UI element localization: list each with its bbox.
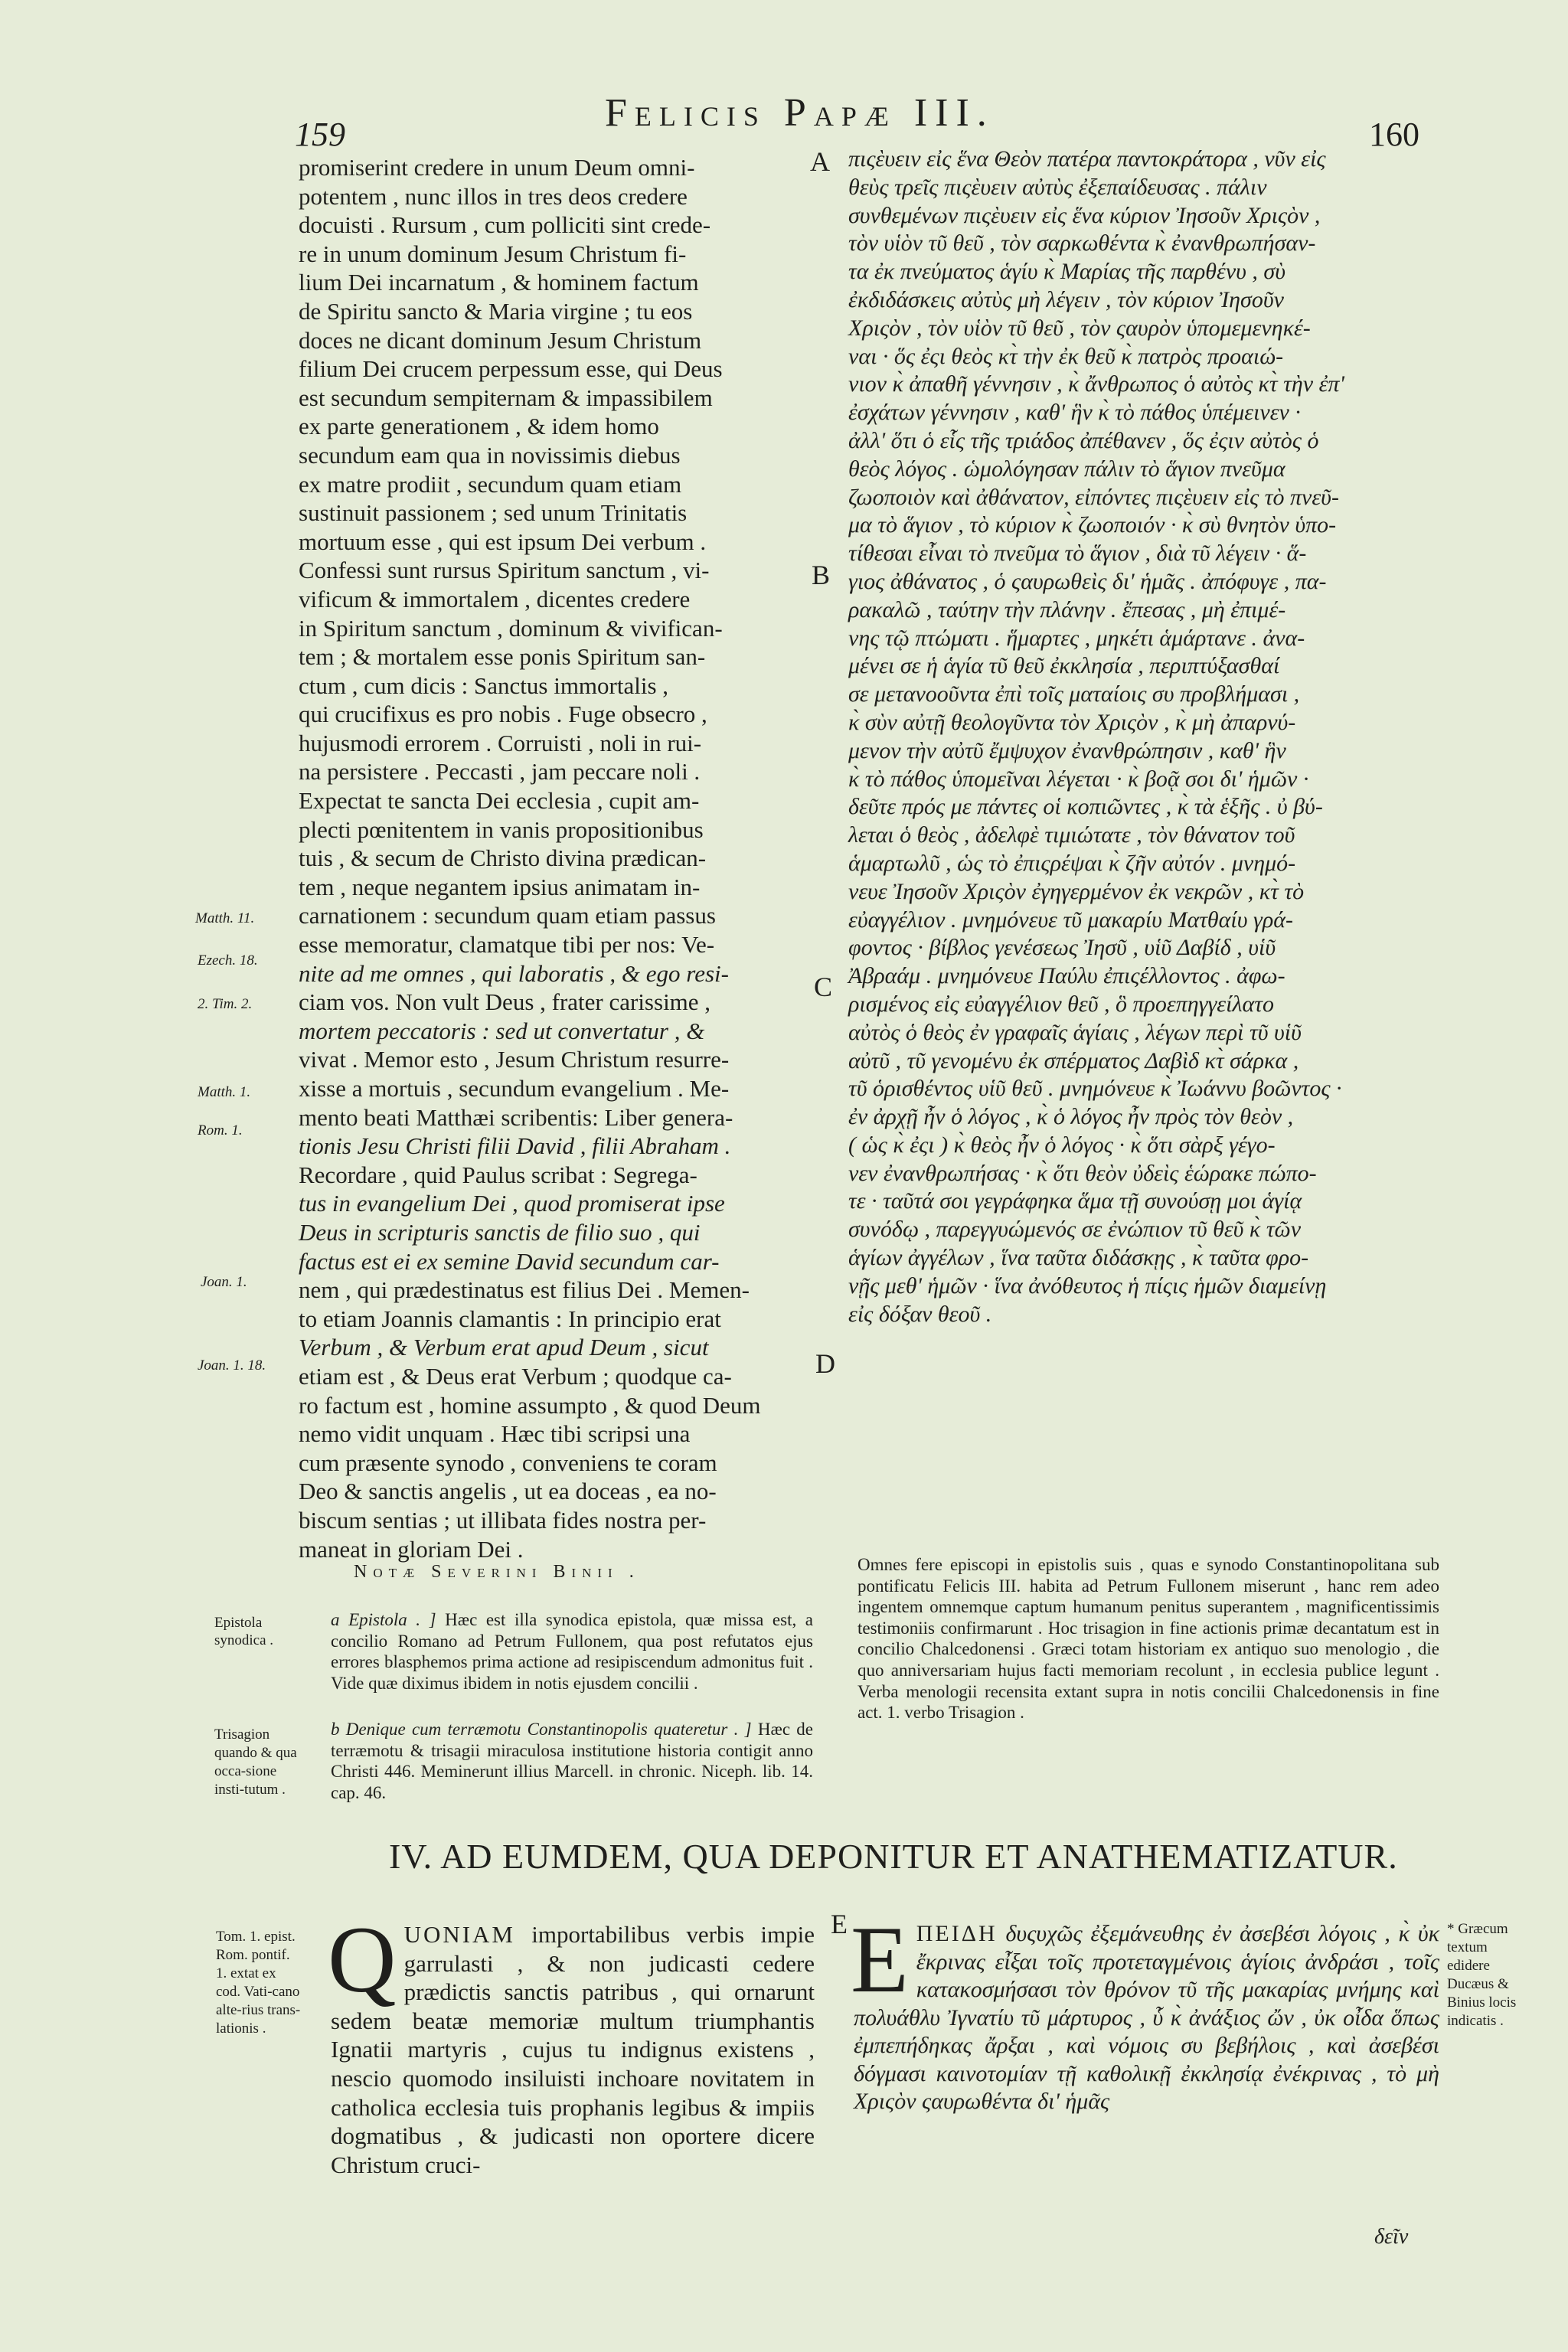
text-line: de Spiritu sancto & Maria virgine ; tu eos: [299, 297, 693, 325]
text-line: νευε Ἰησοῦν Χριςὸν ἐγηγερμένον ἐκ νεκρῶν , κτ̀ τὸ: [848, 878, 1305, 904]
text-line: Recordare , quid Paulus scribat : Segrega-: [299, 1161, 697, 1188]
text-line: Verbum , & Verbum erat apud Deum , sicut: [299, 1334, 709, 1361]
text-line: factus est ei ex semine David secundum car-: [299, 1247, 720, 1275]
text-line: nem , qui prædestinatus est filius Dei . Memen-: [299, 1276, 750, 1304]
text-line: esse memoratur, clamatque tibi per nos: Ve-: [299, 931, 715, 959]
text-line: nemo vidit unquam . Hæc tibi scripsi una: [299, 1420, 691, 1448]
text-line: αὐτὸς ὁ θεὸς ἐν γραφαῖς ἁγίαις , λέγων περὶ τῦ υἱῦ: [848, 1019, 1302, 1045]
text-line: tuis , & secum de Christo divina prædican-: [299, 844, 707, 872]
text-line: εὐαγγέλιον . μνημόνευε τῦ μακαρίυ Ματθαίυ γρά-: [848, 906, 1293, 933]
text-line: filium Dei crucem perpessum esse, qui Deus: [299, 355, 723, 383]
text-line: Expectat te sancta Dei ecclesia , cupit am-: [299, 787, 700, 815]
margin-ref-joan-1-18: Joan. 1. 18.: [198, 1357, 266, 1374]
note-a: [331, 1609, 813, 1694]
text-line: ἐκδιδάσκεις αὐτὺς μὴ λέγειν , τὸν κύριον Ἰησοῦν: [848, 286, 1284, 312]
margin-ref-matth-1: Matth. 1.: [198, 1084, 251, 1100]
text-line: tionis Jesu Christi filii David , filii Abraham .: [299, 1132, 731, 1160]
margin-ref-matth-11: Matth. 11.: [195, 910, 255, 926]
text-line: ζωοποιὸν καὶ ἀθάνατον, εἰπόντες πιςὲυειν εἰς τὸ πνεῦ-: [848, 484, 1339, 510]
text-line: Deo & sanctis angelis , ut ea doceas , ea no-: [299, 1478, 717, 1505]
text-line: ρακαλῶ , ταύτην τὴν πλάνην . ἔπεσας , μὴ ἐπιμέ-: [848, 596, 1286, 622]
margin-ref-joan-1: Joan. 1.: [201, 1274, 247, 1290]
text-line: plecti pœnitentem in vanis propositionibus: [299, 815, 704, 843]
drop-cap-latin: Q: [328, 1907, 397, 2012]
text-line: mortuum esse , qui est ipsum Dei verbum .: [299, 528, 707, 555]
margin-ref-2-tim-2: 2. Tim. 2.: [198, 996, 253, 1012]
text-line: lium Dei incarnatum , & hominem factum: [299, 269, 699, 296]
text-line: promiserint credere in unum Deum omni-: [299, 154, 695, 181]
drop-cap-greek: Ε: [851, 1907, 909, 2012]
page-number-right: 160: [1369, 116, 1419, 153]
text-line: secundum eam qua in novissimis diebus: [299, 441, 681, 469]
margin-note-graecum-textum: * Græcum textum edidere Ducæus & Binius locis indicatis .: [1447, 1921, 1517, 2029]
text-line: ( ὡς κ̀ ἐςι ) κ̀ θεὸς ἦν ὁ λόγος · κ̀ ὅτι σὰρξ γέγο-: [848, 1132, 1276, 1158]
text-line: γιος ἀθάνατος , ὁ ςαυρωθεὶς δι' ἡμᾶς . ἀπόφυγε , πα-: [848, 568, 1327, 594]
text-line: tem ; & mortalem esse ponis Spiritum san-: [299, 643, 706, 671]
text-line: qui crucifixus es pro nobis . Fuge obsecro ,: [299, 701, 707, 728]
margin-ref-ezech-18: Ezech. 18.: [198, 952, 258, 969]
text-line: ἀλλ' ὅτι ὁ εἷς τῆς τριάδος ἀπέθανεν , ὅς ἐςιν αὐτὸς ὁ: [848, 427, 1319, 453]
text-line: potentem , nunc illos in tres deos credere: [299, 182, 688, 210]
text-line: mortem peccatoris : sed ut convertatur , &: [299, 1017, 705, 1044]
section-letter-d: D: [815, 1348, 835, 1379]
text-line: ex parte generationem , & idem homo: [299, 413, 659, 440]
text-line: νεν ἐνανθρωπήσας · κ̀ ὅτι θεὸν ὐδεὶς ἑώρακε πώπο-: [848, 1160, 1317, 1186]
text-line: νιον κ̀ ἀπαθῆ γέννησιν , κ̀ ἄνθρωπος ὁ αὐτὸς κτ̀ τὴν ἐπ': [848, 371, 1344, 397]
margin-note-epistola-synodica: Epistola synodica .: [214, 1615, 274, 1648]
text-line: λεται ὁ θεὸς , ἀδελφὲ τιμιώτατε , τὸν θάνατον τοῦ: [848, 822, 1295, 848]
margin-note-trisagion: Trisagion quando & qua occa-sione insti-tutum .: [214, 1726, 297, 1798]
text-line: δεῦτε πρός με πάντες οἱ κοπιῶντες , κ̀ τὰ ἑξῆς . ὐ βύ-: [848, 794, 1323, 820]
text-line: Deus in scripturis sanctis de filio suo , qui: [299, 1218, 701, 1246]
text-line: τίθεσαι εἶναι τὸ πνεῦμα τὸ ἅγιον , διὰ τῦ λέγειν · ἅ-: [848, 541, 1307, 567]
section-letter-e: E: [831, 1909, 848, 1939]
text-line: etiam est , & Deus erat Verbum ; quodque ca-: [299, 1362, 732, 1390]
page-number-left: 159: [295, 116, 345, 153]
text-line: vificum & immortalem , dicentes credere: [299, 585, 691, 612]
text-line: cum præsente synodo , conveniens te coram: [299, 1449, 717, 1476]
text-line: τα ἐκ πνεύματος ἁγίυ κ̀ Μαρίας τῆς παρθένυ , σὺ: [848, 259, 1285, 285]
section-letter-c: C: [814, 972, 833, 1002]
text-line: vivat . Memor esto , Jesum Christum resurre-: [299, 1046, 730, 1073]
text-line: νης τῷ πτώματι . ἥμαρτες , μηκέτι ἁμάρτανε . ἀνα-: [848, 625, 1305, 651]
note-b-lead: b Denique cum terræmotu Constantinopolis quateretur . ]: [331, 1720, 752, 1739]
text-line: μα τὸ ἅγιον , τὸ κύριον κ̀ ζωοποιόν · κ̀ σὺ θνητὸν ὑπο-: [848, 512, 1337, 538]
text-line: Confessi sunt rursus Spiritum sanctum , vi-: [299, 557, 710, 584]
text-line: docuisti . Rursum , cum polliciti sint crede-: [299, 211, 711, 239]
catchword: δεῖν: [1374, 2225, 1409, 2249]
latin-section-text: importabilibus verbis impie garrulasti , & non judicasti cedere prædictis sanctis patribus , qui ornarunt sedem beatæ memoriæ multum triumphantis Ignatii martyris , cujus tu indignus existens , nescio quomodo insiluisti inchoare novitatem in catholica ecclesia tuis prophanis legibus & impiis dogmatibus , & judicasti non oportere dicere Christum cruci-: [331, 1921, 815, 2178]
notes-title: Notæ Severini Binii .: [354, 1562, 640, 1582]
text-line: ro factum est , homine assumpto , & quod Deum: [299, 1391, 761, 1419]
text-line: ἁγίων ἀγγέλων , ἵνα ταῦτα διδάσκῃς , κ̀ ταῦτα φρο-: [848, 1245, 1309, 1271]
text-line: Ἀβραάμ . μνημόνευε Παύλυ ἐπιςέλλοντος . ἀφω-: [848, 963, 1285, 989]
text-line: hujusmodi errorem . Corruisti , noli in rui-: [299, 729, 702, 756]
text-line: mento beati Matthæi scribentis: Liber genera-: [299, 1103, 733, 1131]
text-line: νῇς μεθ' ἡμῶν · ἵνα ἀνόθευτος ἡ πίςις ἡμῶν διαμείνῃ: [848, 1272, 1327, 1298]
text-line: carnationem : secundum quam etiam passus: [299, 902, 716, 929]
text-line: κ̀ τὸ πάθος ὑπομεῖναι λέγεται · κ̀ βοᾷ σοι δι' ἡμῶν ·: [848, 766, 1309, 792]
greek-opening-word: ΠΕΙΔΗ: [916, 1921, 998, 1946]
text-line: τε · ταῦτά σοι γεγράφηκα ἅμα τῇ συνούσῃ μοι ἁγίᾳ: [848, 1188, 1302, 1214]
note-right-column: Omnes fere episcopi in epistolis suis , quas e synodo Constantinopolitana sub pontificatu Felicis III. habita ad Petrum Fullonem miserunt , hanc rem adeo ingentem omnemque captum humanum penitus superantem , magnificentissimis testimoniis confirmarunt . Hoc trisagion in fine actionis primæ decantatum est in concilio Chalcedonensi . Græci totam historiam ex antiquo suo menologio , die quo anniversariam hujus facti memoriam recolunt , in ecclesia publice legunt . Verba menologii recensita extant supra in notis concilii Chalcedonensis in fine act. 1. verbo Trisagion .: [858, 1555, 1439, 1723]
text-line: ex matre prodiit , secundum quam etiam: [299, 470, 682, 498]
text-line: biscum sentias ; ut illibata fides nostra per-: [299, 1506, 707, 1534]
text-line: ἁμαρτωλῦ , ὡς τὸ ἐπιςρέψαι κ̀ ζῆν αὐτόν . μνημό-: [848, 850, 1296, 876]
text-line: αὐτῦ , τῦ γενομένυ ἐκ σπέρματος Δαβὶδ κτ̀ σάρκα ,: [848, 1047, 1299, 1073]
section-letter-b: B: [812, 560, 831, 590]
text-line: κ̀ σὺν αὐτῇ θεολογῦντα τὸν Χριςὸν , κ̀ μὴ ἀπαρνύ-: [848, 709, 1296, 735]
text-line: τὸν υἱὸν τῦ θεῦ , τὸν σαρκωθέντα κ̀ ἐνανθρωπήσαν-: [848, 230, 1316, 256]
section-letter-a: A: [810, 146, 830, 177]
text-line: na persistere . Peccasti , jam peccare noli .: [299, 758, 701, 786]
text-line: ἐν ἀρχῇ ἦν ὁ λόγος , κ̀ ὁ λόγος ἦν πρὸς τὸν θεὸν ,: [848, 1104, 1294, 1130]
text-line: μενον τὴν αὐτῦ ἔμψυχον ἐνανθρώπησιν , καθ' ἣν: [848, 737, 1286, 763]
text-line: Χριςὸν , τὸν υἱὸν τῦ θεῦ , τὸν ςαυρὸν ὑπομεμενηκέ-: [848, 315, 1311, 341]
latin-text-column: [299, 153, 819, 1563]
section-heading: IV. AD EUMDEM, QUA DEPONITUR ET ANATHEMATIZATUR.: [389, 1837, 1398, 1876]
text-line: σε μετανοοῦντα ἐπὶ τοῖς ματαίοις συ προβλήμασι ,: [848, 681, 1300, 707]
text-line: ἐσχάτων γέννησιν , καθ' ἣν κ̀ τὸ πάθος ὑπέμεινεν ·: [848, 400, 1301, 426]
text-line: συνόδῳ , παρεγγυώμενός σε ἐνώπιον τῦ θεῦ κ̀ τῶν: [848, 1217, 1302, 1243]
text-line: maneat in gloriam Dei .: [299, 1535, 524, 1563]
text-line: φοντος · βίβλος γενέσεως Ἰησῦ , υἱῦ Δαβίδ , υἱῦ: [848, 935, 1276, 961]
margin-ref-rom-1: Rom. 1.: [198, 1122, 243, 1138]
text-line: to etiam Joannis clamantis : In principio erat: [299, 1305, 721, 1332]
text-line: ρισμένος εἰς εὐαγγέλιον θεῦ , ὃ προεπηγγείλατο: [848, 991, 1274, 1017]
text-line: xisse a mortuis , secundum evangelium . Me-: [299, 1075, 730, 1102]
latin-section-iv: [328, 1907, 815, 2179]
text-line: ciam vos. Non vult Deus , frater carissime ,: [299, 988, 711, 1016]
text-line: συνθεμένων πιςὲυειν εἰς ἕνα κύριον Ἰησοῦν Χριςὸν ,: [848, 202, 1321, 228]
note-b-text: Hæc de terræmotu & trisagii miraculosa institutione historia contigit anno Christi 446. Meminerunt illius Marcell. in chronic. Niceph. lib. 14. cap. 46.: [331, 1720, 814, 1802]
text-line: ναι · ὅς ἐςι θεὸς κτ̀ τὴν ἐκ θεῦ κ̀ πατρὸς προαιώ-: [848, 343, 1284, 369]
text-line: nite ad me omnes , qui laboratis , & ego resi-: [299, 959, 729, 987]
text-line: εἰς δόξαν θεοῦ .: [848, 1301, 992, 1327]
text-line: πιςὲυειν εἰς ἕνα Θεὸν πατέρα παντοκράτορα , νῦν εἰς: [848, 146, 1326, 172]
text-line: θεὸς λόγος . ὡμολόγησαν πάλιν τὸ ἅγιον πνεῦμα: [848, 456, 1285, 482]
text-line: tem , neque negantem ipsius animatam in-: [299, 873, 701, 900]
note-a-lead: a Epistola . ]: [331, 1610, 436, 1629]
text-line: sustinuit passionem ; sed unum Trinitatis: [299, 499, 688, 527]
text-line: μένει σε ἡ ἁγία τῦ θεῦ ἐκκλησία , περιπτύξασθαί: [848, 653, 1280, 679]
text-line: ctum , cum dicis : Sanctus immortalis ,: [299, 671, 669, 699]
greek-section-text: δυςυχῶς ἐξεμάνευθης ἐν ἀσεβέσι λόγοις , κ̀ ὐκ ἔκρινας εἶξαι τοῖς προτεταγμένοις ἁγίοις ἀνδράσι , τοῖς κατακοσμήσασι τὸν θρόνον τῦ τῆς μακαρίας μνήμης καὶ πολυάθλυ Ἰγνατίυ τῦ μάρτυρος , ὗ κ̀ ἀνάξιος ὤν , ὐκ οἶδα ὅπως ἐμπεπήδηκας ἄρξαι , καὶ νόμοις συ βεβήλοις , καὶ ἀσεβέσι δόγμασι καινοτομίαν τῇ καθολικῇ ἐκκλησίᾳ ἐνέκρινας , τὸ μὴ Χριςὸν ςαυρωθέντα δι' ἡμᾶς: [854, 1921, 1439, 2114]
note-a-text: Hæc est illa synodica epistola, quæ missa est, a concilio Romano ad Petrum Fullonem, qua post refutatos ejus errores blasphemos prima actione ad resipiscendum admonitus fuit . Vide quæ diximus ibidem in notis ejusdem concilii .: [331, 1610, 813, 1693]
text-line: θεὺς τρεῖς πιςὲυειν αὐτὺς ἐξεπαίδευσας . πάλιν: [848, 174, 1267, 200]
text-line: doces ne dicant dominum Jesum Christum: [299, 326, 702, 354]
greek-section-iv: [851, 1907, 1439, 2116]
margin-note-tom-epist: Tom. 1. epist. Rom. pontif. 1. extat ex cod. Vati-cano alte-rius trans-lationis .: [216, 1929, 301, 2037]
greek-text-column: [848, 145, 1434, 1328]
latin-opening-word: UONIAM: [403, 1921, 515, 1948]
text-line: τῦ ὁρισθέντος υἱῦ θεῦ . μνημόνευε κ̀ Ἰωάννυ βοῶντος ·: [848, 1076, 1342, 1102]
text-line: est secundum sempiternam & impassibilem: [299, 384, 713, 411]
text-line: tus in evangelium Dei , quod promiserat ipse: [299, 1190, 725, 1217]
note-b: [331, 1719, 813, 1803]
text-line: re in unum dominum Jesum Christum fi-: [299, 240, 687, 267]
running-title: Felicis Papæ III.: [605, 91, 995, 135]
text-line: in Spiritum sanctum , dominum & vivifican-: [299, 614, 723, 642]
